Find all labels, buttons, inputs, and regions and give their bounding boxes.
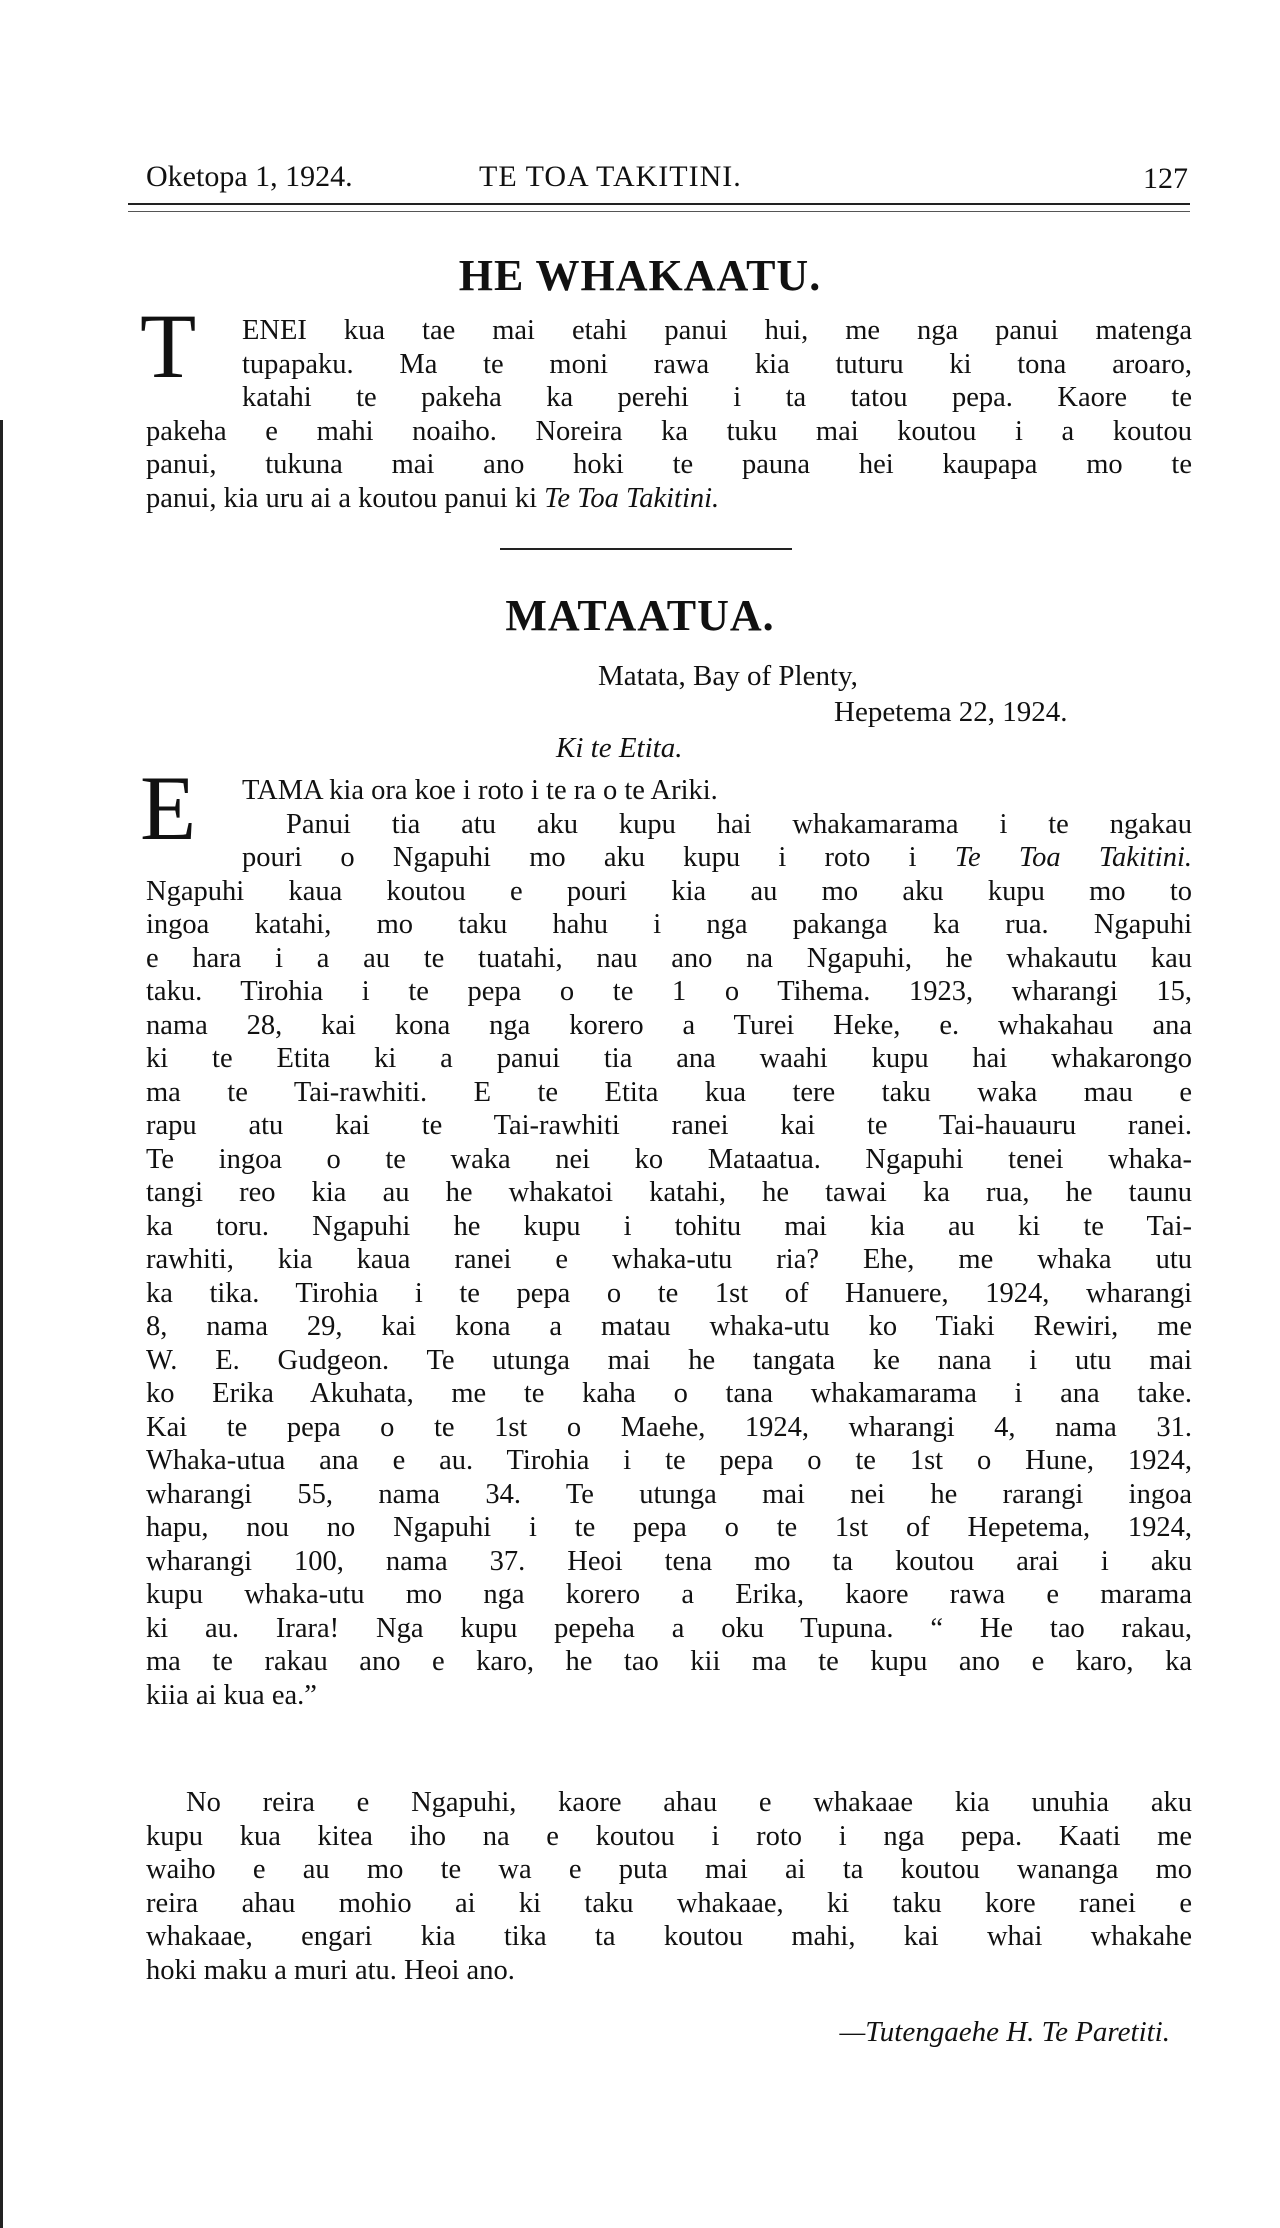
notice-line: pakeha e mahi noaiho. Noreira ka tuku mai koutou i a koutou [146, 415, 1192, 447]
letter-line: 8, nama 29, kai kona a matau whaka-utu ko Tiaki Rewiri, me [146, 1311, 1192, 1342]
letter-line: e hara i a au te tuatahi, nau ano na Ngapuhi, he whakautu kau [146, 942, 1192, 974]
notice-line [146, 482, 1192, 516]
letter-line: wharangi 100, nama 37. Heoi tena mo ta koutou arai i aku [146, 1545, 1192, 1577]
notice-line: ENEI kua tae mai etahi panui hui, me nga panui matenga [242, 315, 1192, 346]
letter-date: Hepetema 22, 1924. [834, 696, 1068, 728]
letter-line: Kai te pepa o te 1st o Maehe, 1924, wharangi 4, nama 31. [146, 1411, 1192, 1443]
letter-line: hoki maku a muri atu. Heoi ano. [146, 1954, 515, 1986]
letter-line: Te ingoa o te waka nei ko Mataatua. Ngapuhi tenei whaka- [146, 1143, 1192, 1175]
letter-line: ingoa katahi, mo taku hahu i nga pakanga ka rua. Ngapuhi [146, 909, 1192, 940]
letter-signature: —Tutengaehe H. Te Paretiti. [839, 2016, 1170, 2048]
letter-line: ki au. Irara! Nga kupu pepeha a oku Tupuna. “ He tao rakau, [146, 1612, 1192, 1644]
letter-line: reira ahau mohio ai ki taku whakaae, ki taku kore ranei e [146, 1887, 1192, 1919]
letter-line: Panui tia atu aku kupu hai whakamarama i te ngakau [286, 808, 1192, 840]
letter-line: TAMA kia ora koe i roto i te ra o te Ariki. [242, 775, 718, 806]
letter-line: tangi reo kia au he whakatoi katahi, he tawai ka rua, he taunu [146, 1177, 1192, 1208]
letter-paragraph-2 [146, 1786, 1192, 1987]
letter-heading: MATAATUA. [505, 591, 775, 640]
letter-drop-cap: E [140, 757, 197, 859]
letter-line: rapu atu kai te Tai-rawhiti ranei kai te Tai-hauauru ranei. [146, 1110, 1192, 1141]
notice-paragraph [146, 314, 1192, 515]
header-publication: TE TOA TAKITINI. [479, 160, 742, 193]
letter-line: kupu whaka-utu mo nga korero a Erika, kaore rawa e marama [146, 1579, 1192, 1610]
notice-line-text: panui, kia uru ai a koutou panui ki [146, 482, 537, 514]
page-edge [0, 420, 3, 2228]
letter-line: ki te Etita ki a panui tia ana waahi kupu hai whakarongo [146, 1043, 1192, 1074]
notice-line: panui, tukuna mai ano hoki te pauna hei kaupapa mo te [146, 449, 1192, 480]
publication-title: Te Toa Takitini. [544, 482, 720, 514]
letter-line [146, 841, 1192, 875]
letter-line: ka tika. Tirohia i te pepa o te 1st of Hanuere, 1924, wharangi [146, 1277, 1192, 1309]
letter-line: whakaae, engari kia tika ta koutou mahi, kai whai whakahe [146, 1921, 1192, 1952]
header-date: Oketopa 1, 1924. [146, 160, 353, 193]
letter-salutation: Ki te Etita. [556, 732, 683, 764]
notice-line: katahi te pakeha ka perehi i ta tatou pepa. Kaore te [242, 382, 1192, 413]
letter-line: ko Erika Akuhata, me te kaha o tana whakamarama i ana take. [146, 1378, 1192, 1409]
publication-title: Te Toa Takitini. [954, 842, 1193, 873]
letter-line: ka toru. Ngapuhi he kupu i tohitu mai kia au ki te Tai- [146, 1210, 1192, 1242]
letter-line: Whaka-utua ana e au. Tirohia i te pepa o te 1st o Hune, 1924, [146, 1445, 1192, 1476]
letter-line: nama 28, kai kona nga korero a Turei Heke, e. whakahau ana [146, 1009, 1192, 1041]
letter-line: waiho e au mo te wa e puta mai ai ta koutou wananga mo [146, 1854, 1192, 1885]
letter-place: Matata, Bay of Plenty, [598, 660, 858, 692]
letter-line: ma te Tai-rawhiti. E te Etita kua tere taku waka mau e [146, 1076, 1192, 1108]
notice-drop-cap: T [140, 295, 197, 397]
letter-line: No reira e Ngapuhi, kaore ahau e whakaae kia unuhia aku [186, 1787, 1192, 1818]
letter-line: W. E. Gudgeon. Te utunga mai he tangata ke nana i utu mai [146, 1344, 1192, 1376]
letter-line: hapu, nou no Ngapuhi i te pepa o te 1st of Hepetema, 1924, [146, 1512, 1192, 1543]
letter-line: kupu kua kitea iho na e koutou i roto i nga pepa. Kaati me [146, 1820, 1192, 1852]
page-number: 127 [1143, 162, 1188, 195]
letter-line: kiia ai kua ea.” [146, 1679, 317, 1711]
notice-line: tupapaku. Ma te moni rawa kia tuturu ki tona aroaro, [242, 348, 1192, 380]
letter-line-text: pouri o Ngapuhi mo aku kupu i roto i [242, 842, 917, 873]
notice-heading: HE WHAKAATU. [458, 251, 822, 300]
letter-line: rawhiti, kia kaua ranei e whaka-utu ria? Ehe, me whaka utu [146, 1244, 1192, 1275]
letter-line: wharangi 55, nama 34. Te utunga mai nei he rarangi ingoa [146, 1478, 1192, 1510]
section-separator [500, 548, 792, 550]
letter-line: ma te rakau ano e karo, he tao kii ma te kupu ano e karo, ka [146, 1646, 1192, 1677]
letter-line: Ngapuhi kaua koutou e pouri kia au mo aku kupu mo to [146, 875, 1192, 907]
letter-paragraph-1 [146, 774, 1192, 1712]
letter-line: taku. Tirohia i te pepa o te 1 o Tihema. 1923, wharangi 15, [146, 976, 1192, 1007]
running-header [146, 160, 1188, 196]
header-rule [128, 203, 1190, 212]
